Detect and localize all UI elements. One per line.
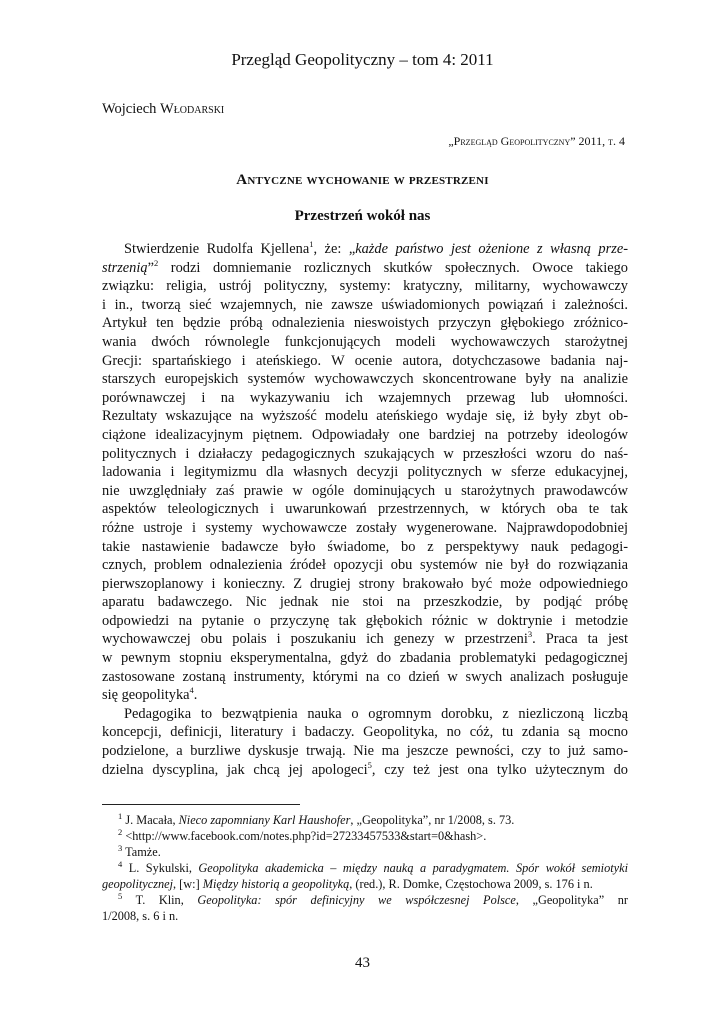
paragraph-1 [102, 240, 628, 705]
text-line: porównawczej i na wykazywaniu ich wzajemnych przewag lub ułomności. [102, 389, 628, 406]
footnote-ref: 4 [189, 685, 194, 696]
footnote-line: 1/2008, s. 6 i n. [102, 909, 179, 923]
text-line: Pedagogika to bezwątpienia nauka o ogromnym dorobku, z niezliczoną liczbą [124, 705, 628, 722]
text-line: nie uwzględniały zaś prawie w ogóle dominujących u starożytnych prawodawców [102, 482, 628, 499]
text-line: aparatu badawczego. Nic jednak nie stoi na przeszkodzie, by podjąć próbę [102, 594, 628, 611]
running-head: Przegląd Geopolityczny – tom 4: 2011 [231, 50, 494, 69]
text-line: aspektów teleologicznych i uwarunkowań przestrzennych, w których oba te tak [102, 501, 628, 518]
text-line: Stwierdzenie Rudolfa Kjellena$^1$, że: „każde państwo jest ożenione z własną prze- [124, 239, 628, 257]
footnote-separator [102, 804, 300, 805]
footnote-ref: 3 [527, 629, 533, 640]
footnote-line: $^1$ J. Macała, Nieco zapomniany Karl Haushofer, „Geopolityka”, nr 1/2008, s. 73. [118, 810, 515, 827]
section-heading: Przestrzeń wokół nas [294, 208, 431, 224]
text-line: i in., tworzą sieć wzajemnych, nie zawsze uświadomionych powiązań i zależności. [102, 296, 628, 313]
text-line: zastosowane zostaną instrumenty, którymi na co dzień w swych analizach posługuje [102, 668, 628, 685]
paragraph-2 [102, 705, 628, 779]
text-line: Artykuł ten będzie próbą odnalezienia nieswoistych przyczyn głębokiego zróżnico- [102, 315, 628, 332]
footnote-ref: 2 [153, 257, 159, 268]
text-line: podzielone, a burzliwe dyskusje trwają. Nie ma jeszcze pewności, czy to już samo- [102, 743, 628, 760]
text-line: wania dwóch równolegle funkcjonujących modeli wychowawczych starożytnej [102, 333, 628, 350]
footnotes [102, 812, 628, 924]
text-line: strzenią”$^2$ rodzi domniemanie rozlicznych skutków społecznych. Owoce takiego [102, 257, 628, 276]
text-line: takie nastawienie badawcze było świadome, bo z perspektywy nauk pedagogi- [102, 538, 628, 555]
footnote-1 [102, 812, 628, 828]
text-line: związku: religia, ustrój polityczny, systemy: kratyczny, militarny, wychowawczy [102, 278, 628, 295]
text-line: koncepcji, definicji, literatury i badaczy. Geopolityka, no cóż, tu zdania są mocno [102, 724, 628, 741]
text-line: odpowiedzi na pytanie o przyczynę tak głębokich różnic w doktrynie i metodzie [102, 612, 628, 629]
footnote-ref: 5 [367, 759, 372, 770]
footnote-line: $^3$ Tamże. [118, 842, 161, 859]
footnote-ref: 1 [309, 239, 314, 250]
text-line: starszych europejskich systemów wychowawczych skoncentrowane były na analizie [102, 371, 628, 388]
footnote-line: $^5$ T. Klin, Geopolityka: spór definicyjny we współczesnej Polsce, „Geopolityka” nr [118, 890, 629, 907]
author-name [102, 101, 224, 118]
author-last-name: Włodarski [160, 101, 225, 117]
page-number: 43 [355, 955, 370, 971]
body-text [102, 240, 628, 779]
article-title: Antyczne wychowanie w przestrzeni [236, 172, 489, 188]
text-line: dzielna dyscyplina, jak chcą jej apologeci$^5$, czy też jest ona tylko użytecznym do [102, 759, 628, 778]
text-line: politycznych i działaczy pedagogicznych szukających w przeszłości wzoru do naś- [102, 445, 628, 462]
text-line: ciążone idealizacyjnym piętnem. Odpowiadały one bardziej na potrzeby ideologów [102, 426, 628, 443]
footnote-line: $^4$ L. Sykulski, Geopolityka akademicka – między nauką a paradygmatem. Spór wokół semiotyki [118, 858, 628, 875]
journal-reference: „Przegląd Geopolityczny” 2011, t. 4 [448, 134, 625, 148]
footnote-line: geopolitycznej, [w:] Między historią a geopolityką, (red.), R. Domke, Częstochowa 2009, s. 176 i n. [102, 877, 593, 891]
text-line: Rezultaty wskazujące na wyższość modelu ateńskiego wydaje się, iż były zbyt ob- [102, 408, 628, 425]
text-line: pierwszoplanowy i konieczny. Z drugiej strony brakowało być może odpowiedniego [102, 575, 628, 592]
text-line: wychowawczej obu polais i poszukaniu ich genezy w przestrzeni$^3$. Praca ta jest [102, 629, 629, 648]
footnote-5 [102, 892, 628, 924]
footnote-4 [102, 860, 628, 892]
text-line: Grecji: spartańskiego i ateńskiego. W ocenie autora, dotychczasowe badania naj- [102, 352, 628, 369]
footnote-2 [102, 828, 628, 844]
text-line: w pewnym stopniu eksperymentalna, gdyż do zbadania problematyki pedagogicznej [102, 650, 628, 667]
text-line: różne ustroje i systemy wychowawcze zostały wygenerowane. Najprawdopodobniej [102, 519, 628, 536]
footnote-line: $^2$ <http://www.facebook.com/notes.php?id=27233457533&start=0&hash>. [118, 826, 487, 843]
text-line: ladowania i legitymizmu dla własnych decyzji politycznych w sferze edukacyjnej, [102, 464, 628, 481]
text-line: się geopolityka$^4$. [102, 685, 198, 704]
footnote-3 [102, 844, 628, 860]
text-line: cznych, problem odnalezienia źródeł opozycji obu systemów nie był do rozwiązania [102, 557, 628, 574]
author-first-name: Wojciech [102, 101, 161, 117]
